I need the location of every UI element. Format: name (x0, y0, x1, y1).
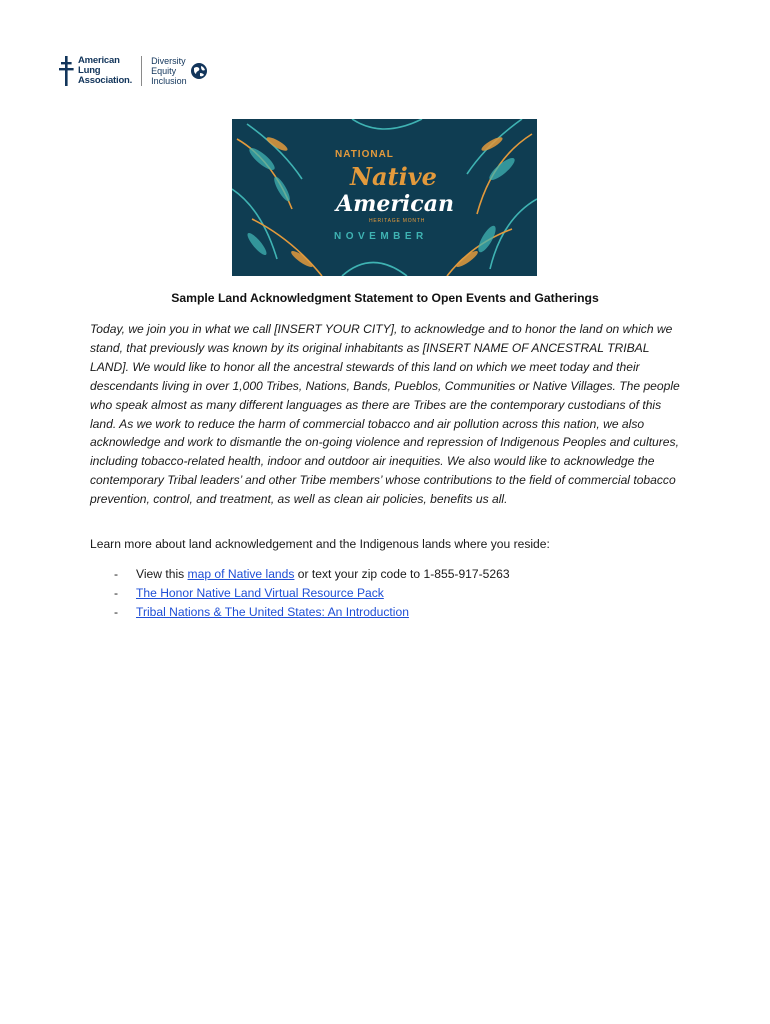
ala-dei-logo (58, 54, 208, 88)
dei-wordmark (151, 56, 187, 86)
list-item (90, 603, 680, 622)
list-item (90, 565, 680, 584)
banner-line1: NATIONAL (335, 149, 394, 160)
page-title: Sample Land Acknowledgment Statement to Open Events and Gatherings (171, 291, 599, 305)
acknowledgment-statement: Today, we join you in what we call [INSERT YOUR CITY], to acknowledge and to honor the land on which we stand, that previously was known by its original inhabitants as [INSERT NAME OF ANCESTRAL TRIBAL LAND]. We would like to honor all the ancestral stewards of this land on which we meet today and their descendants living in over 1,000 Tribes, Nations, Bands, Pueblos, Communities or Native Villages. The people who speak almost as many different languages as there are Tribes are the contemporary custodians of this land. As we work to reduce the harm of commercial tobacco and air pollution across this nation, we also acknowledge and work to dismantle the on-going violence and repression of Indigenous Peoples and cultures, including tobacco-related health, indoor and outdoor air inequities. We also would like to acknowledge the contemporary Tribal leaders’ and other Tribe members’ whose contributions to the field of commercial tobacco prevention, control, and treatment, as well as clean air policies, benefits us all. (90, 322, 680, 507)
logo-dei-line1: Diversity (151, 56, 186, 66)
item1-suffix: or text your zip code to 1-855-917-5263 (294, 567, 510, 581)
learn-more-text: Learn more about land acknowledgement and the Indigenous lands where you reside: (90, 537, 550, 551)
bullet-dash: - (114, 586, 119, 600)
item1-prefix: View this (136, 567, 188, 581)
banner-line5: NOVEMBER (334, 231, 428, 242)
tribal-nations-link[interactable]: Tribal Nations & The United States: An Introduction (136, 605, 409, 619)
honor-native-land-link[interactable]: The Honor Native Land Virtual Resource Pack (136, 586, 384, 600)
ala-wordmark (78, 56, 132, 86)
logo-divider (141, 56, 142, 86)
heritage-month-banner (232, 119, 537, 276)
banner-line2: Native (350, 162, 437, 191)
bullet-dash: - (114, 567, 119, 581)
globe-icon (190, 62, 208, 80)
bullet-dash: - (114, 605, 119, 619)
lorraine-cross-icon (58, 55, 74, 87)
map-of-native-lands-link[interactable]: map of Native lands (187, 567, 295, 581)
logo-dei-line3: Inclusion (151, 76, 187, 86)
logo-org-line1: American (78, 55, 120, 66)
banner-line3: American (336, 191, 454, 217)
list-item (90, 584, 680, 603)
logo-org-line3: Association. (78, 75, 133, 86)
logo-dei-line2: Equity (151, 66, 177, 76)
banner-line4: HERITAGE MONTH (369, 218, 426, 224)
resource-list (90, 565, 680, 622)
logo-org-line2: Lung (78, 65, 101, 76)
banner-artwork (232, 119, 537, 276)
